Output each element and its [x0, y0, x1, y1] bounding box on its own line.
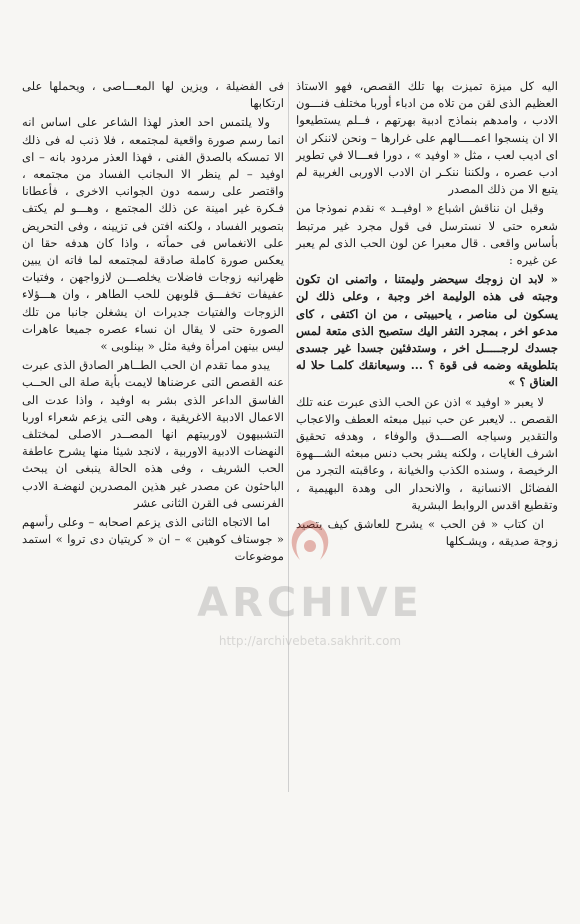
left-paragraph-3: يبدو مما تقدم ان الحب الطــاهر الصادق الذى عبرت عنه القصص التى عرضناها لايمت بأية صلة الى الحــب الفاسق الداعر الذى بشر به اوفيد ، واذا عدت الى الاعمال الادبية الاغريقية ، وهى التى يزعم شعراء اوربا التشبيهون لاوربيتهم انها المصــدر الاصلى لمختلف النهضات الادبية الاوربية ، لانجد شيئا منها يشرح عاطفة الحب الشريف ، وفى هذه الحالة ينبغى ان يبحث الباحثون عن مصدر غير هذين المصدرين لنهضـة الادب الفرنسى فى القرن الثانى عشر [22, 358, 284, 510]
left-paragraph-2: ولا يلتمس احد العذر لهذا الشاعر على اساس انه انما رسم صورة واقعية لمجتمعه ، فلا ذنب له فى ذلك الا تمسكه بالصدق الفنى ، فهذا العذر مردود بانه – اى اوفيد – لم ينظر الا الىجانب الفساد من مجتمعه ، واقتصر على رسمه دون الجوانب الاخرى ، فأعطانا فـكرة غير امينة عن ذلك المجتمع ، وهـــو لم يكتف بتصوير الفساد ، ولكنه افتن فى تزيينه ، وفى التحريض على الانغماس فى حمأته ، واذا كان هدفه حقا ان يعكس صورة كاملة صادقة لمجتمعه لما فاته ان يبين ظهرانيه زوجات فاضلات يخلصـــن لازواجهن ، وفتيات عفيفات تخفـــق قلوبهن للحب الطاهر ، وان هـــؤلاء الزوجات والفتيات جديرات ان يشغلن جانبا من تلك الصورة حتى لا يقال ان نساء عصره جميعا عاهرات ليس بينهن امرأة وفية مثل « بينلوبى » [22, 115, 284, 354]
left-column [22, 78, 284, 566]
watermark-brand: ARCHIVE [197, 580, 423, 626]
archive-watermark [160, 560, 460, 670]
right-column [296, 78, 558, 550]
left-paragraph-4: اما الاتجاه الثانى الذى يزعم اصحابه – وعلى رأسهم « جوستاف كوهين » – ان « كريتيان دى تروا » استمد موضوعات [22, 515, 284, 564]
ovid-quote: « لابد ان زوجك سيحضر وليمتنا ، واتمنى ان تكون وجبته فى هذه الوليمة اخر وجبة ، وعلى ذلك لن يسكون لى مناصر ، ياحبيبتى ، من ان اكتفى ، كاى مدعو اخر ، بمجرد التفر اليك ستصبح الذى متعة لمس جسدك لرجـــــل اخر ، وستدفئين جسدا غير جسدى بتلطويقه وضمه فى قوة ؟ ... وسيعانقك كلمـا حلا له العناق ؟ » [296, 272, 558, 390]
left-paragraph-1: فى الفضيلة ، ويزين لها المعـــاصى ، ويحملها على ارتكابها [22, 79, 284, 111]
column-divider [288, 82, 289, 792]
right-paragraph-1: اليه كل ميزة تميزت بها تلك القصص، فهو الاستاذ العظيم الذى لقن من تلاه من ادباء أوربا مختلف فنـــون الادب ، وامدهم بنماذج ادبية بهرتهم ، فــلم يستطيعوا الا ان ينسجوا اعمــــالهم على غرارها – ونحن لاننكر ان اى اديب لعب ، مثل « اوفيد » ، دورا فعـــالا في تطوير ادب عصره ، ولكننا ننكـر ان الادب الاوربى الغربية لم يتبع الا من ذلك المصدر [296, 79, 558, 197]
right-paragraph-4: ان كتاب « فن الحب » يشرح للعاشق كيف يتصيد زوجة صديقه ، ويشـكلها [296, 517, 558, 549]
watermark-url: http://archivebeta.sakhrit.com [218, 634, 402, 648]
right-paragraph-2: وقبل ان نناقش اشباع « اوفيــد » نقدم نموذجا من شعره حتى لا نسترسل فى قول مجرد غير مرتبط بأساس واقعى . قال معبرا عن لون الحب الذى لم يعبر عن غيره : [296, 201, 558, 268]
right-paragraph-3: لا يعبر « اوفيد » اذن عن الحب الذى عبرت عنه تلك القصص .. لايعبر عن حب نبيل مبعثه العطف والاعجاب والتقدير وسياجه الصـــدق والوفاء ، وهدفه تحقيق اشرف الغايات ، ولكنه يشر بحب دنس مبعثه الشـــهوة الرخيصة ، وسنده الكذب والخيانة ، وعاقبته التجرد من الفضائل الانسانية ، والانحدار الى وهدة البهيمية ، وتقطيع اقدس الروابط البشرية [296, 394, 558, 512]
